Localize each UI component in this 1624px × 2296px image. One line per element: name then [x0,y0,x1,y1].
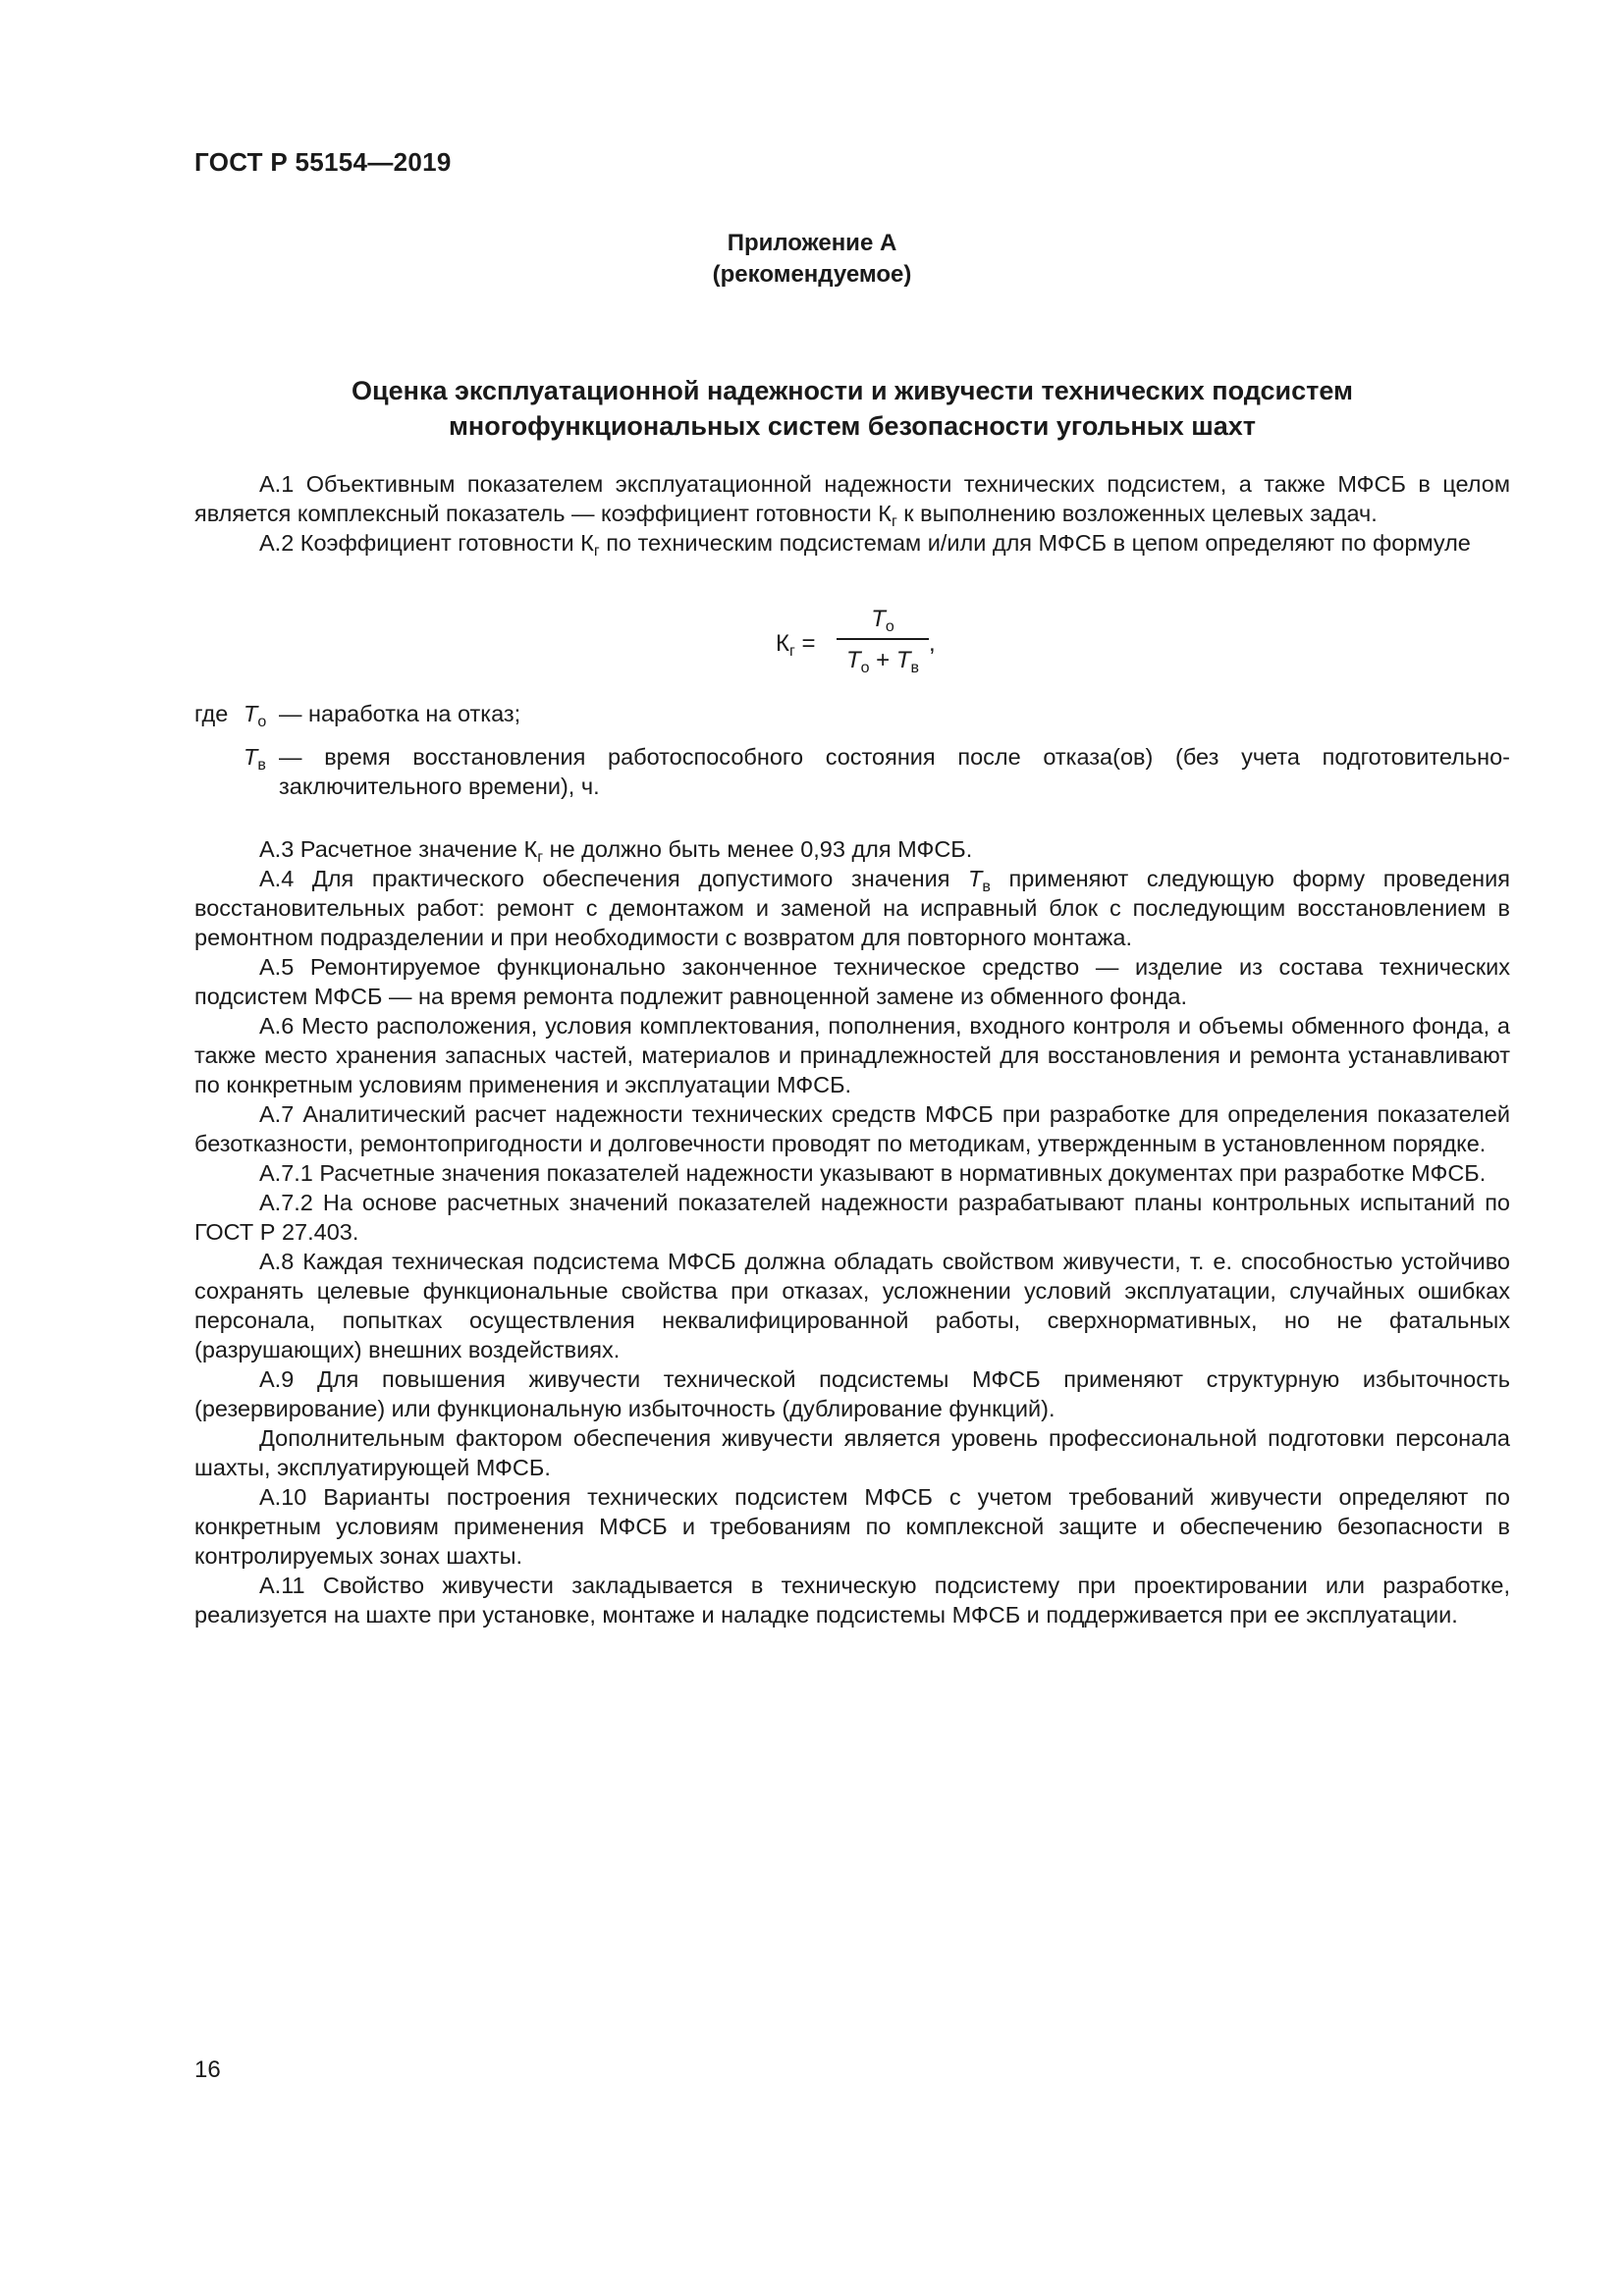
title-line-1: Оценка эксплуатационной надежности и живучести технических подсистем [352,376,1353,405]
paragraph-a4: А.4 Для практического обеспечения допустимого значения $T_в$ применяют следующую форму проведения восстановительных работ: ремонт с демонтажом и заменой на исправный блок с последующим восстановлением в ремонтном подразделении и при необходимости с возвратом для повторного монтажа. [194,866,1510,950]
main-paragraphs [194,834,1510,1629]
paragraph-a7: А.7 Аналитический расчет надежности технических средств МФСБ при разработке для определения показателей безотказности, ремонтопригодности и долговечности проводят по методикам, утвержденным в установленном порядке. [194,1101,1510,1156]
appendix-type: (рекомендуемое) [712,261,912,288]
paragraph-a3: А.3 Расчетное значение $К_г$ не должно быть менее 0,93 для МФСБ. [259,836,973,866]
paragraph-a6: А.6 Место расположения, условия комплектования, пополнения, входного контроля и объемы обменного фонда, а также место хранения запасных частей, материалов и принадлежностей для восстановления и ремонта устанавливают по конкретным условиям применения и эксплуатации МФСБ. [194,1013,1510,1097]
paragraph-a9: А.9 Для повышения живучести технической подсистемы МФСБ применяют структурную избыточность (резервирование) или функциональную избыточность (дублирование функций). [194,1366,1510,1421]
formula-numerator: $T_о$ [871,606,894,635]
intro-paragraphs [194,469,1510,558]
section-title [194,373,1510,444]
legend-where-label: где [194,701,229,726]
legend-definition-tv: — время восстановления работоспособного состояния после отказа(ов) (без учета подготовительно-заключительного времени), ч. [279,744,1510,799]
paragraph-a11: А.11 Свойство живучести закладывается в техническую подсистему при проектировании или разработке, реализуется на шахте при установке, монтаже и наладке подсистемы МФСБ и поддерживается при ее эксплуатации. [194,1573,1510,1628]
legend-row-tv [194,742,1510,801]
paragraph-additional: Дополнительным фактором обеспечения живучести является уровень профессиональной подготовки персонала шахты, эксплуатирующей МФСБ. [194,1425,1510,1480]
fraction-bar [837,638,929,640]
paragraph-a10: А.10 Варианты построения технических подсистем МФСБ с учетом требований живучести определяют по конкретным условиям применения МФСБ и требованиям по комплексной защите и обеспечению безопасности в контролируемых зонах шахты. [194,1484,1510,1569]
paragraph-a2: А.2 Коэффициент готовности $К_г$ по техническим подсистемам и/или для МФСБ в цепом определяют по формуле [259,530,1471,560]
formula-legend [194,699,1510,801]
appendix-heading [0,228,1624,291]
legend-row-to [194,699,1510,728]
paragraph-a7-1: А.7.1 Расчетные значения показателей надежности указывают в нормативных документах при разработке МФСБ. [259,1160,1487,1186]
appendix-name: Приложение А [727,230,897,256]
paragraph-a8: А.8 Каждая техническая подсистема МФСБ должна обладать свойством живучести, т. е. способностью устойчиво сохранять целевые функциональные свойства при отказах, усложнении условий эксплуатации, случайных ошибках персонала, попытках осуществления неквалифицированной работы, сверхнормативных, но не фатальных (разрушающих) внешних воздействиях. [194,1249,1510,1362]
title-line-2: многофункциональных систем безопасности угольных шахт [448,411,1257,441]
formula-fraction [837,601,929,679]
availability-formula [776,601,1070,699]
legend-definition-to: — наработка на отказ; [279,701,521,726]
formula-lhs: $К_г$ = [776,630,816,660]
legend-symbol-tv: $T_в$ [244,744,266,774]
paragraph-a1: А.1 Объективным показателем эксплуатационной надежности технических подсистем, а также МФСБ в целом является комплексный показатель — коэффициент готовности $К_г$ к выполнению возложенных целевых задач. [194,471,1510,530]
paragraph-a5: А.5 Ремонтируемое функционально законченное техническое средство — изделие из состава технических подсистем МФСБ — на время ремонта подлежит равноценной замене из обменного фонда. [194,954,1510,1009]
formula-denominator: $T_о + T_в$ [845,647,920,676]
page-number: 16 [194,2056,221,2083]
legend-symbol-to: $T_о$ [244,701,267,730]
paragraph-a7-2: А.7.2 На основе расчетных значений показателей надежности разрабатывают планы контрольных испытаний по ГОСТ Р 27.403. [194,1190,1510,1245]
formula-comma: , [929,630,936,657]
standard-header: ГОСТ Р 55154—2019 [194,147,452,177]
